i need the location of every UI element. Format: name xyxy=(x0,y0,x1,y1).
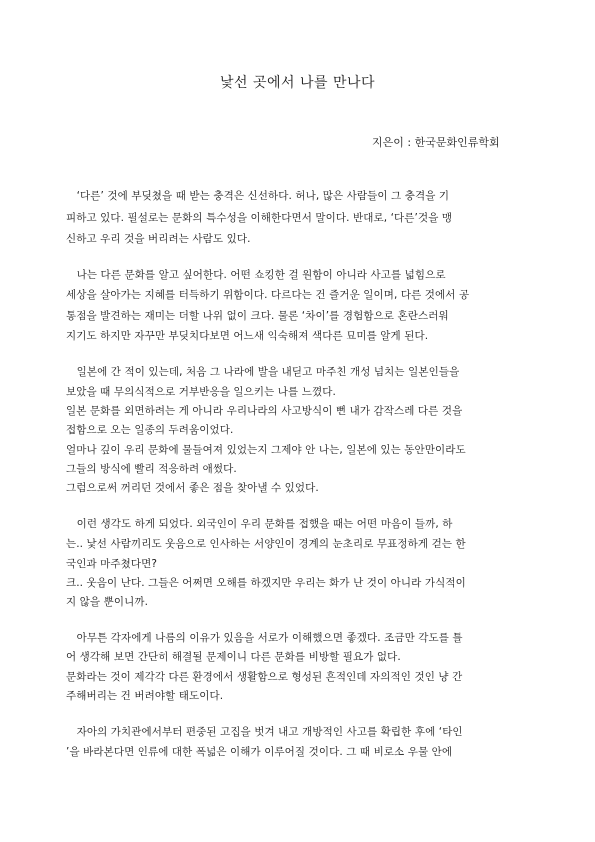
body-line: 통점을 발견하는 재미는 더할 나위 없이 크다. 물론 ‘차이’를 경험함으로 혼란스러워 xyxy=(66,310,449,322)
body-line: 자아의 가치관에서부터 편중된 고집을 벗겨 내고 개방적인 사고를 확립한 후에 ‘타인 xyxy=(66,726,463,738)
body-line: 보았을 때 무의식적으로 거부반응을 일으키는 나를 느꼈다. xyxy=(66,386,336,398)
body-line: 아무튼 각자에게 나름의 이유가 있음을 서로가 이해했으면 좋겠다. 조금만 각도를 틀 xyxy=(66,632,463,644)
body-line: 어 생각해 보면 간단히 해결될 문제이니 다른 문화를 비방할 필요가 없다. xyxy=(66,651,401,663)
body-line: 그럼으로써 꺼리던 것에서 좋은 점을 찾아낼 수 있었다. xyxy=(66,482,319,494)
document-title: 낯선 곳에서 나를 만나다 xyxy=(219,75,376,91)
body-line: ’을 바라본다면 인류에 대한 폭넓은 이해가 이루어질 것이다. 그 때 비로소 우물 안에 xyxy=(66,746,453,758)
body-line: 국인과 마주쳤다면? xyxy=(66,558,158,570)
body-line: 는.. 낯선 사람끼리도 웃음으로 인사하는 서양인이 경계의 눈초리로 무표정하게 걷는 한 xyxy=(66,538,466,550)
body-line: 문화라는 것이 제각각 다른 환경에서 생활함으로 형성된 흔적인데 자의적인 것인 냥 간 xyxy=(66,671,463,683)
author-line: 지은이 : 한국문화인류학회 xyxy=(372,136,500,149)
body-line: ‘다른’ 것에 부딪쳤을 때 받는 충격은 신선하다. 허나, 많은 사람들이 그 충격을 기 xyxy=(66,190,450,202)
body-line: 지기도 하지만 자꾸만 부딪치다보면 어느새 익숙해져 색다른 묘미를 알게 된다. xyxy=(66,330,429,342)
body-line: 일본 문화를 외면하려는 게 아니라 우리나라의 사고방식이 뻔 내가 감작스레 다른 것을 xyxy=(66,405,463,417)
body-line: 이런 생각도 하게 되었다. 외국인이 우리 문화를 접했을 때는 어떤 마음이 들까, 하 xyxy=(66,518,453,530)
body-line: 지 않을 뿐이니까. xyxy=(66,596,149,608)
body-line: 신하고 우리 것을 버리려는 사람도 있다. xyxy=(66,233,251,245)
body-line: 일본에 간 적이 있는데, 처음 그 나라에 발을 내딛고 마주친 개성 넘치는 일본인들을 xyxy=(66,366,460,378)
body-line: 접함으로 오는 일종의 두려움이었다. xyxy=(66,424,234,436)
body-line: 주해버리는 건 버려야할 태도이다. xyxy=(66,690,224,702)
body-line: 나는 다른 문화를 알고 싶어한다. 어떤 쇼킹한 걸 원함이 아니라 사고를 넓힘으로 xyxy=(66,269,446,281)
body-line: 세상을 살아가는 지혜를 터득하기 위함이다. 다르다는 건 즐거운 일이며, 다른 것에서 공 xyxy=(66,289,470,301)
body-line: 피하고 있다. 필설로는 문화의 특수성을 이해한다면서 말이다. 반대로, ‘다른’것을 맹 xyxy=(66,212,453,224)
body-line: 그들의 방식에 빨리 적응하려 애썼다. xyxy=(66,463,237,475)
body-line: 크.. 웃음이 난다. 그들은 어쩌면 오해를 하겠지만 우리는 화가 난 것이 아니라 가식적이 xyxy=(66,577,466,589)
body-line: 얼마나 깊이 우리 문화에 물들여져 있었는지 그제야 안 나는, 일본에 있는 동안만이라도 xyxy=(66,444,466,456)
